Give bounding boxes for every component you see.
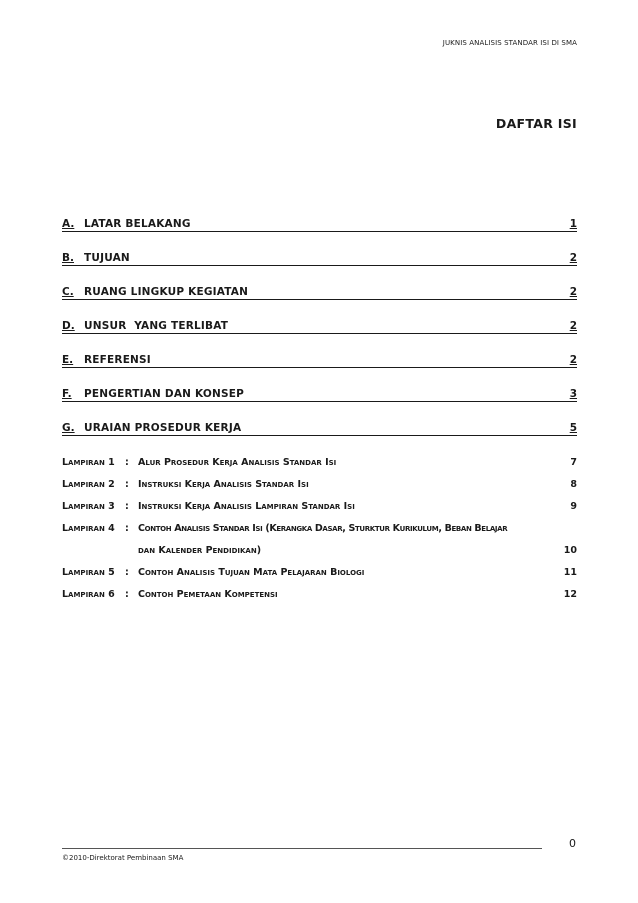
toc-entry-page: 2 [569,252,577,264]
toc-entry-label: RUANG LINGKUP KEGIATAN [84,286,249,298]
appendix-page: 8 [570,479,577,490]
toc-entry-letter: G. [62,422,75,434]
toc-entry-letter: F. [62,388,72,400]
toc-entry-letter: A. [62,218,75,230]
footer-divider [62,848,542,849]
appendix-entry-3[interactable] [62,501,577,515]
appendix-label: Lampiran 4 [62,523,115,534]
toc-entry-label: UNSUR YANG TERLIBAT [84,320,229,332]
appendix-label: Lampiran 6 [62,589,115,600]
toc-entry-page: 2 [569,286,577,298]
appendix-label: Lampiran 3 [62,501,115,512]
toc-entry-letter: D. [62,320,75,332]
toc-entry-c[interactable] [62,281,577,300]
appendix-title: Contoh Pemetaan Kompetensi [138,589,278,600]
appendix-title: Contoh Analisis Standar Isi (Kerangka Dasar, Sturktur Kurikulum, Beban Belajar [138,523,508,534]
toc-entry-page: 3 [569,388,577,400]
appendix-page: 10 [563,545,577,556]
toc-entry-page: 5 [569,422,577,434]
toc-entry-f[interactable] [62,383,577,402]
appendix-page: 11 [563,567,577,578]
appendix-page: 9 [570,501,577,512]
appendix-entry-4[interactable] [62,523,577,537]
toc-entry-label: URAIAN PROSEDUR KERJA [84,422,242,434]
appendix-label: Lampiran 1 [62,457,115,468]
appendix-page: 7 [570,457,577,468]
copyright-text: ©2010-Direktorat Pembinaan SMA [62,854,184,862]
appendix-entry-2[interactable] [62,479,577,493]
page-number: 0 [569,837,576,850]
page-title: DAFTAR ISI [495,116,577,131]
toc-entry-b[interactable] [62,247,577,266]
appendix-colon: : [125,589,129,600]
toc-entry-e[interactable] [62,349,577,368]
toc-entry-label: REFERENSI [84,354,151,366]
appendix-colon: : [125,479,129,490]
appendix-entry-4-continued[interactable] [62,545,577,559]
appendix-label: Lampiran 5 [62,567,115,578]
appendix-entry-1[interactable] [62,457,577,471]
toc-entry-a[interactable] [62,213,577,232]
toc-entry-page: 2 [569,354,577,366]
appendix-colon: : [125,501,129,512]
appendix-colon: : [125,523,129,534]
running-header: JUKNIS ANALISIS STANDAR ISI DI SMA [442,39,577,47]
appendix-entry-5[interactable] [62,567,577,581]
toc-entry-letter: B. [62,252,74,264]
appendix-title-continued: dan Kalender Pendidikan) [138,545,262,556]
appendix-title: Instruksi Kerja Analisis Standar Isi [138,479,309,490]
toc-entry-label: PENGERTIAN DAN KONSEP [84,388,244,400]
appendix-title: Instruksi Kerja Analisis Lampiran Standar Isi [138,501,355,512]
toc-entry-g[interactable] [62,417,577,436]
toc-entry-page: 1 [569,218,577,230]
toc-entry-d[interactable] [62,315,577,334]
appendix-colon: : [125,457,129,468]
toc-entry-letter: C. [62,286,74,298]
appendix-title: Contoh Analisis Tujuan Mata Pelajaran Biologi [138,567,365,578]
toc-entry-label: LATAR BELAKANG [84,218,191,230]
appendix-title: Alur Prosedur Kerja Analisis Standar Isi [138,457,337,468]
appendix-page: 12 [563,589,577,600]
toc-entry-letter: E. [62,354,74,366]
toc-entry-label: TUJUAN [84,252,130,264]
appendix-label: Lampiran 2 [62,479,115,490]
toc-entry-page: 2 [569,320,577,332]
appendix-colon: : [125,567,129,578]
appendix-entry-6[interactable] [62,589,577,603]
